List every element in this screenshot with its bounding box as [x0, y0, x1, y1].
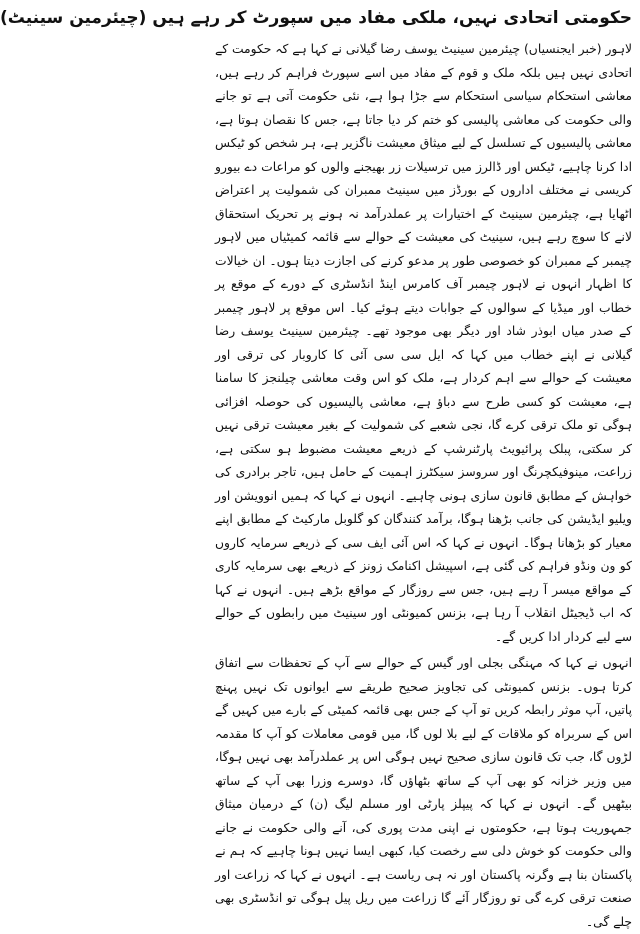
article-headline: حکومتی اتحادی نہیں، ملکی مفاد میں سپورٹ کر رہے ہیں (چیئرمین سینیٹ)	[0, 8, 632, 28]
article-body	[215, 38, 632, 934]
article-paragraph: انہوں نے کہا کہ مہنگی بجلی اور گیس کے حوالے سے آپ کے تحفظات سے اتفاق کرتا ہوں۔ بزنس کمیونٹی کی تجاویز صحیح طریقے سے ایوانوں تک نہیں پہنچ پاتیں، آپ موثر رابطہ کریں تو آپ کے جس بھی قائمہ کمیٹی کے بارے میں کہیں گے اس کے سربراہ کو ملاقات کے لیے بلا لوں گا، میں قومی معاملات کو آپ کا مقدمہ لڑوں گا، جب تک قانون سازی صحیح نہیں ہوگی اس پر عملدرآمد بھی نہیں ہوگا، میں وزیر خزانہ کو بھی آپ کے ساتھ بٹھاؤں گا، دوسرے وزرا بھی آپ کے ساتھ بیٹھیں گے۔ انہوں نے کہا کہ پیپلز پارٹی اور مسلم لیگ (ن) کے درمیان میثاق جمہوریت ہوتا ہے، حکومتوں نے اپنی مدت پوری کی، آنے والی حکومت نے جانے والی حکومت کو خوش دلی سے رخصت کیا، کبھی ایسا نہیں ہونا چاہیے کہ ہم نے پاکستان بنا ہے وگرنہ پاکستان اور نہ ہی ریاست ہے۔ انہوں نے کہا کہ زراعت اور صنعت ترقی کرے گی تو روزگار آئے گا زراعت میں ریل پیل ہوگی تو انڈسٹری بھی چلے گی۔	[215, 656, 632, 929]
article-paragraph: لاہور (خبر ایجنسیاں) چیئرمین سینیٹ یوسف رضا گیلانی نے کہا ہے کہ حکومت کے اتحادی نہیں ہیں بلکہ ملک و قوم کے مفاد میں اسے سپورٹ فراہم کر رہے ہیں، معاشی استحکام سیاسی استحکام سے جڑا ہوا ہے، نئی حکومت آتی ہے تو جانے والی حکومت کی معاشی پالیسی کو ختم کر دیا جاتا ہے، جس کا نقصان ہوتا ہے، معاشی پالیسیوں کے تسلسل کے لیے میثاق معیشت ناگزیر ہے، ہر شخص کو ٹیکس ادا کرنا چاہیے، ٹیکس اور ڈالرز میں ترسیلات زر بھیجنے والوں کو مراعات دے بیورو کریسی نے مختلف اداروں کے بورڈز میں سینیٹ ممبران کی شمولیت پر اعتراض اٹھایا ہے، چیئرمین سینیٹ کے اختیارات پر عملدرآمد نہ ہونے پر تحریک استحقاق لانے کا سوچ رہے ہیں، سینیٹ کی معیشت کے حوالے سے قائمہ کمیٹیاں میں لاہور چیمبر کے ممبران کو خصوصی طور پر مدعو کرنے کی اجازت دیتا ہوں۔ ان خیالات کا اظہار انہوں نے لاہور چیمبر آف کامرس اینڈ انڈسٹری کے دورے کے موقع پر خطاب اور میڈیا کے سوالوں کے جوابات دیتے ہوئے کیا۔ اس موقع پر لاہور چیمبر کے صدر میاں ابوذر شاد اور دیگر بھی موجود تھے۔ چیئرمین سینیٹ یوسف رضا گیلانی نے اپنے خطاب میں کہا کہ ایل سی سی آئی کا کاروبار کی ترقی اور معیشت کے حوالے سے اہم کردار ہے، ملک کو اس وقت معاشی چیلنجز کا سامنا ہے، معیشت کو کسی طرح سے دباؤ ہے، معاشی پالیسیوں کی حوصلہ افزائی ہوگی تو ملک ترقی کرے گا، نجی شعبے کی شمولیت کے بغیر معیشت ترقی نہیں کر سکتی، پبلک پرائیویٹ پارٹنرشپ کے ذریعے معیشت مضبوط ہو سکتی ہے، زراعت، مینوفیکچرنگ اور سروسز سیکٹرز اہمیت کے حامل ہیں، تاجر برادری کی خواہش کے مطابق قانون سازی ہونی چاہیے۔ انہوں نے کہا کہ ہمیں انوویشن اور ویلیو ایڈیشن کی جانب بڑھنا ہوگا، برآمد کنندگان کو گلوبل مارکیٹ کے مطابق اپنے معیار کو بڑھانا ہوگا۔ انہوں نے کہا کہ اس آئی ایف سی کے ذریعے سرمایہ کاروں کو ون ونڈو فراہم کی گئی ہے، اسپیشل اکنامک زونز کے ذریعے بھی سرمایہ کاری کے مواقع میسر آ رہے ہیں، جس سے روزگار کے مواقع بڑھے ہیں۔ انہوں نے کہا کہ اب ڈیجیٹل انقلاب آ رہا ہے، بزنس کمیونٹی اور سینیٹ میں رابطوں کے حوالے سے لیے کردار ادا کریں گے۔	[215, 42, 632, 644]
